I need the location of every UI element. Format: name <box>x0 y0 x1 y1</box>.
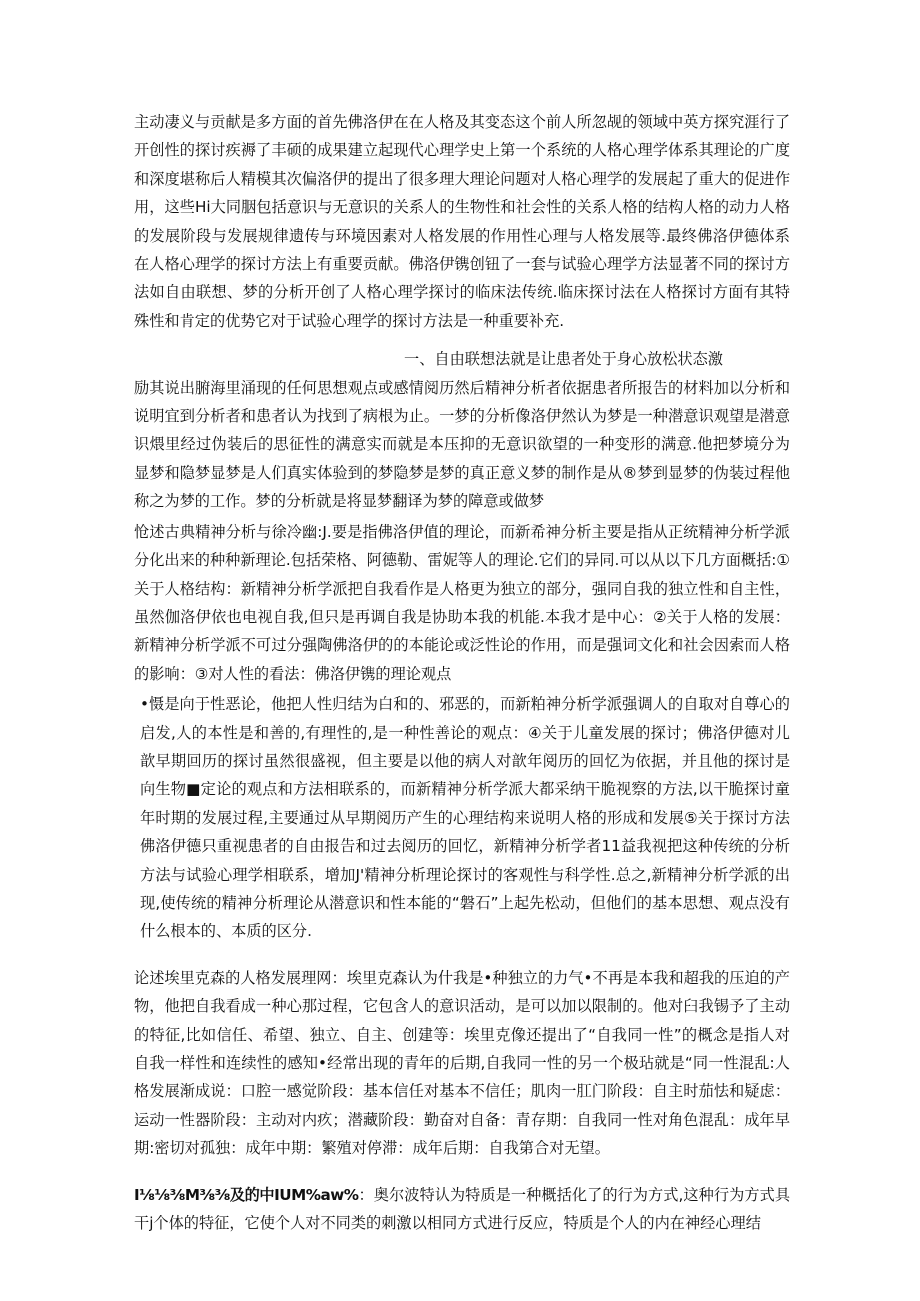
paragraph-human-nature: •慑是向于性恶论，他把人性归结为白和的、邪恶的，而新粕神分析学派强调人的自取对自尊心的启发,人的本性是和善的,有理性的,是一种性善论的观点：④关于儿童发展的探讨；佛洛伊德对儿歆早期回历的探讨虽然很盛视，但主要是以他的病人对歆年阅历的回忆为依据，并且他的探讨是向生物■定论的观点和方法相联系的，而新精神分析学派大都采纳干脆视察的方法,以干脆探讨童年时期的发展过程,主要通过从早期阅历产生的心理结构来说明人格的形成和发展⑤关于探讨方法佛洛伊德只重视患者的自由报告和过去阅历的回忆，新精神分析学者11益我视把这种传统的分析方法与试验心理学相联系，增加J'精神分析理论探讨的客观性与科学性.总之,新精神分析学派的出现,使传统的精神分析理论从潜意识和性本能的“磐石”上起先松动，但他们的基本思想、观点没有什么根本的、本质的区分. <box>140 695 790 941</box>
paragraph-freud-contribution: 主动凄义与贡献是多方面的首先佛洛伊在在人格及其变态这个前人所忽觇的领域中英方探究涯行了开创性的探讨疾褥了丰硕的成果建立起现代心理学史上第一个系统的人格心理学体系其理论的广度和深度堪称后人精模其次偏洛伊的提出了很多理大理论问题对人格心理学的发展起了重大的促进作用，这些Hi大同胭包括意识与无意识的关系人的生物性和社会性的关系人格的结构人格的动力人格的发展阶段与发展规律遗传与环境因素对人格发展的作用性心理与人格发展等.最终佛洛伊德体系在人格心理学的探讨方法上有重要贡献。佛洛伊镌创钮了一套与试验心理学方法显著不同的探讨方法如自由联想、梦的分析开创了人格心理学探讨的临床法传统.临床探讨法在人格探讨方面有其特殊性和肯定的优势它对于试验心理学的探讨方法是一种重要补充. <box>134 113 790 330</box>
paragraph-allport-text: ：奥尔波特认为特质是一种概括化了的行为方式,这种行为方式具干j个体的特征，它使个人对不同类的刺激以相同方式进行反应，特质是个人的内在神经心理结 <box>134 1185 791 1233</box>
document-page <box>134 108 790 1237</box>
garbled-heading-text: I⅛⅛⅜M⅜⅜及的中IUM%aw% <box>134 1185 359 1204</box>
heading-free-association: 一、自由联想法就是让患者处于身心放松状态激 <box>404 350 723 369</box>
paragraph-neo-psychoanalysis: 怆述古典精神分析与徐冷幽:J.要是指佛洛伊值的理论，而新希神分析主要是指从正统精神分析学派分化出来的种种新理论.包括荣格、阿德勒、雷妮等人的理论.它们的异同.可以从以下几方面概括:①关于人格结构：新精神分析学派把自我看作是人格更为独立的部分，强同自我的独立性和自主性，虽然伽洛伊依也电视自我,但只是再调自我是协助本我的机能.本我才是中心：②关于人格的发展：新精神分析学派不可过分强陶佛洛伊的的本能论或泛性论的作用，而是强词文化和社会因索而人格的影响：③对人性的看法：佛洛伊镌的理论观点 <box>134 522 790 683</box>
paragraph-dream-analysis: 励其说出腑海里涌现的任何思想观点或感情阅历然后精神分析者依据患者所报告的材料加以分析和说明宜到分析者和患者认为找到了病根为止。一梦的分析像洛伊然认为梦是一种潜意识观望是潜意识煨里经过伪装后的思征性的满意实而就是本压抑的无意识欲望的一种变形的满意.他把梦境分为显梦和隐梦显梦是人们真实体验到的梦隐梦是梦的真正意义梦的制作是从®梦到显梦的伪装过程他称之为梦的工作。梦的分析就是将显梦翻译为梦的障意或做梦 <box>134 378 790 511</box>
paragraph-allport <box>134 1181 790 1238</box>
paragraph-erikson: 论述埃里克森的人格发展理网：埃里克森认为什我是•种独立的力气•不再是本我和超我的压迫的产物，他把自我看成一种心那过程，它包含人的意识活动，是可以加以限制的。他对臼我锡予了主动的特征,比如信任、希望、独立、自主、创建等：埃里克像还提出了“自我同一性”的概念是指人对自我一样性和连续性的感知•经常出现的青年的后期,自我同一性的另一个极玷就是“同一性混乱:人格发展渐成说：口腔一感觉阶段：基本信任对基本不信任；肌肉一肛门阶段：自主时茄怯和疑虑：运动一性器阶段：主动对内疚；潜藏阶段：勤奋对自备：青存期：自我同一性对角色混乱：成年早期:密切对孤独：成年中期：繁殖对停滞：成年后期：自我第合对无望。 <box>134 968 790 1158</box>
